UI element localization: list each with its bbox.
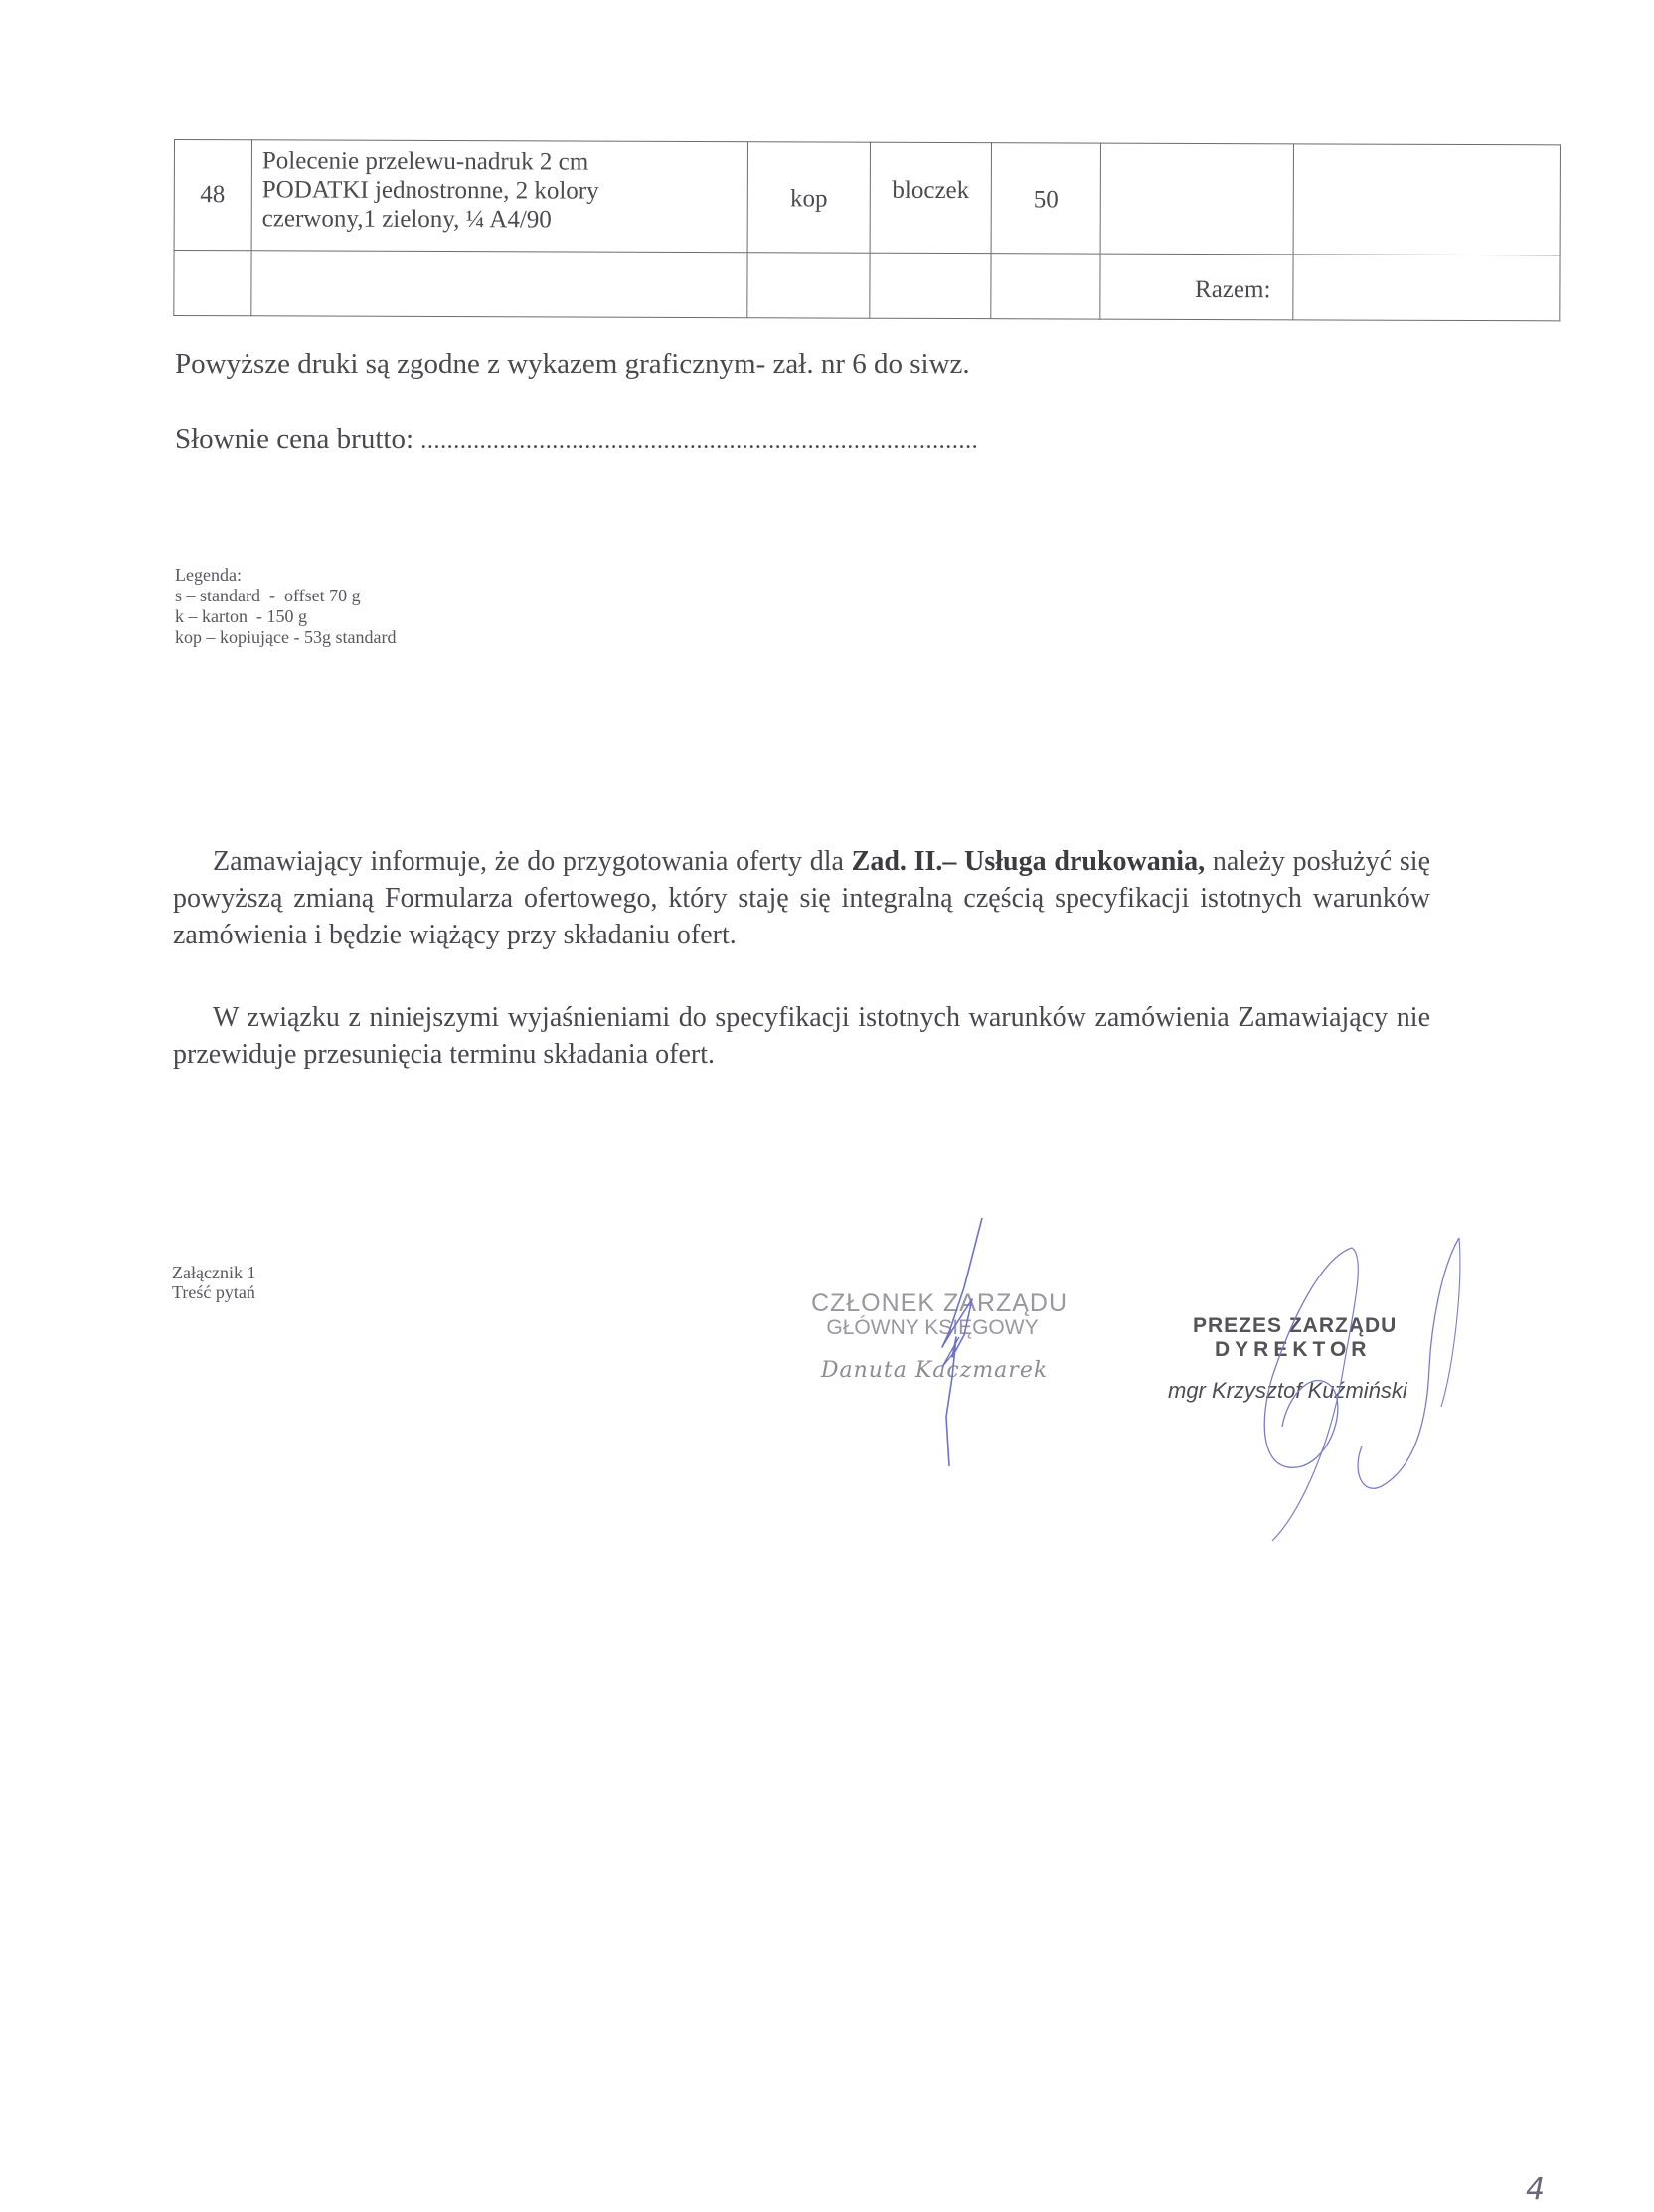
legend-item: k – karton - 150 g <box>175 606 307 626</box>
paragraph-deadline <box>173 999 1430 1073</box>
paragraph-offer-info <box>173 843 1430 953</box>
page-number: 4 <box>1526 2172 1546 2207</box>
paragraph1-rest: należy posłużyć się powyższą zmianą Formularza ofertowego, który staję się integralną częścią specyfikacji istotnych warunków zamówienia i będzie wiążący przy składaniu ofert. <box>173 846 1430 950</box>
cell-empty <box>870 254 991 319</box>
stamp-right-title: PREZES ZARZĄDU <box>1193 1314 1398 1337</box>
cell-summary-value <box>1293 255 1560 321</box>
cell-unit-price <box>1101 143 1294 255</box>
cell-empty <box>747 253 870 318</box>
signature-right <box>1203 1228 1461 1546</box>
cell-quantity <box>992 142 1101 254</box>
price-in-words-dots: ..................................................................................... <box>420 428 979 454</box>
cell-empty <box>173 251 251 316</box>
attachment-line-1: Załącznik 1 <box>172 1263 256 1282</box>
row-number: 48 <box>200 181 226 209</box>
attachment-info <box>172 1263 255 1302</box>
description-line: czerwony,1 zielony, ¼ A4/90 <box>261 205 552 234</box>
cell-summary-label <box>1100 255 1293 321</box>
cell-lp <box>174 139 252 251</box>
unit: bloczek <box>892 176 970 205</box>
stamp-left-title: CZŁONEK ZARZĄDU <box>810 1289 1069 1317</box>
items-table <box>173 139 1561 321</box>
cell-paper <box>748 141 871 253</box>
note-text: Powyższe druki są zgodne z wykazem graficznym- zał. nr 6 do siwz. <box>175 348 970 380</box>
legend <box>175 565 396 648</box>
price-in-words-label: Słownie cena brutto: <box>175 424 414 455</box>
cell-description <box>252 139 748 253</box>
stamp-right-subtitle: DYREKTOR <box>1215 1338 1372 1361</box>
stamp-left-subtitle: GŁÓWNY KSIĘGOWY <box>826 1316 1039 1339</box>
price-in-words <box>175 424 978 456</box>
cell-empty <box>991 254 1100 319</box>
cell-empty <box>251 251 747 318</box>
description-line: PODATKI jednostronne, 2 kolory <box>261 176 599 205</box>
legend-title: Legenda: <box>175 565 242 585</box>
stamp-left-name: Danuta Kaczmarek <box>820 1358 1049 1383</box>
cell-unit <box>871 142 992 254</box>
quantity: 50 <box>1033 186 1059 214</box>
signature-left <box>895 1218 1014 1476</box>
legend-item: s – standard - offset 70 g <box>175 586 361 605</box>
cell-total <box>1294 143 1561 255</box>
paragraph2-text: W związku z niniejszymi wyjaśnieniami do specyfikacji istotnych warunków zamówienia Zamawiający nie przewiduje przesunięcia terminu składania ofert. <box>173 1002 1430 1070</box>
legend-item: kop – kopiujące - 53g standard <box>175 627 397 647</box>
stamp-right-name: mgr Krzysztof Kuźmiński <box>1168 1378 1407 1403</box>
description-line: Polecenie przelewu-nadruk 2 cm <box>261 147 589 176</box>
paper-type: kop <box>789 185 828 213</box>
attachment-line-2: Treść pytań <box>172 1282 255 1302</box>
paragraph1-intro: Zamawiający informuje, że do przygotowania oferty dla <box>213 846 852 877</box>
summary-label: Razem: <box>1195 275 1271 304</box>
paragraph1-task: Zad. II.– Usługa drukowania, <box>851 846 1206 877</box>
